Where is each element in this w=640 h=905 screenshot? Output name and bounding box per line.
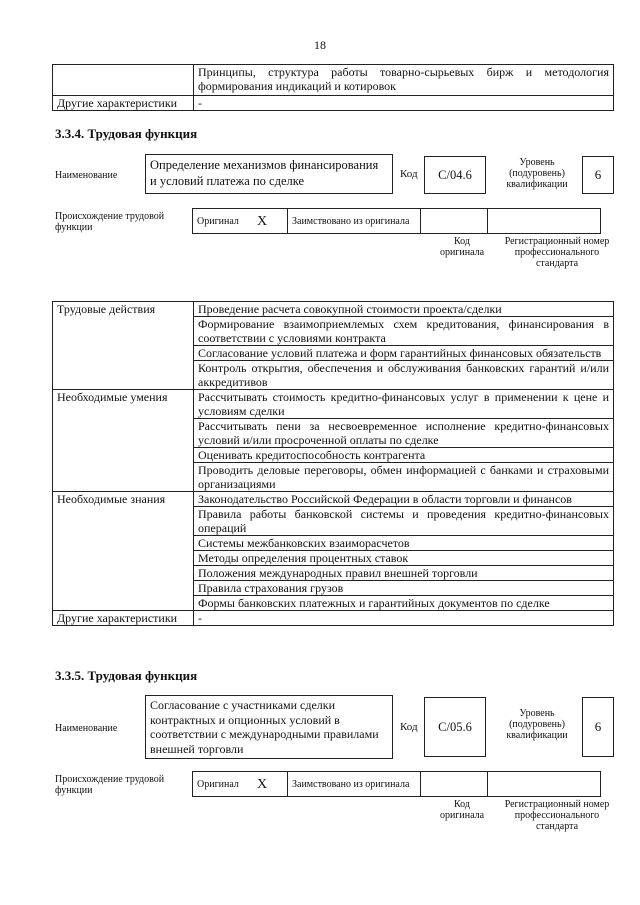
section-334-reg-number-caption: Регистрационный номер профессионального стандарта bbox=[504, 236, 610, 269]
section-335-reg-number-caption: Регистрационный номер профессионального стандарта bbox=[504, 799, 610, 832]
knowledge-label: Необходимые знания bbox=[53, 492, 194, 611]
section-334-borrowed-label: Заимствовано из оригинала bbox=[288, 209, 421, 234]
section-335-original-label: Оригинал bbox=[193, 772, 254, 797]
section-335-origin-table bbox=[192, 771, 601, 797]
table-row bbox=[53, 611, 614, 626]
section-334-code-value: C/04.6 bbox=[424, 156, 486, 194]
section-334-origin-table bbox=[192, 208, 601, 234]
section-335-code-original-cell bbox=[421, 772, 488, 797]
skills-label: Необходимые умения bbox=[53, 390, 194, 492]
skill-item: Рассчитывать стоимость кредитно-финансовых услуг в применении к цене и условиям сделки bbox=[194, 390, 614, 419]
section-335-code-value: C/05.6 bbox=[424, 697, 486, 757]
section-334-name-value: Определение механизмов финансирования и условий платежа по сделке bbox=[145, 154, 393, 194]
table-row bbox=[53, 492, 614, 507]
action-item: Контроль открытия, обеспечения и обслуживания банковских гарантий и/или аккредитивов bbox=[194, 361, 614, 390]
section-335-origin-label: Происхождение трудовой функции bbox=[55, 774, 165, 796]
section-335-code-original-caption: Код оригинала bbox=[439, 799, 485, 821]
section-334-reg-number-cell bbox=[488, 209, 601, 234]
knowledge-item: Методы определения процентных ставок bbox=[194, 551, 614, 566]
section-334-title: 3.3.4. Трудовая функция bbox=[55, 126, 198, 141]
page-number: 18 bbox=[314, 38, 326, 52]
section-334-origin-label: Происхождение трудовой функции bbox=[55, 211, 165, 233]
action-item: Проведение расчета совокупной стоимости проекта/сделки bbox=[194, 302, 614, 317]
section-335-name-value: Согласование с участниками сделки контрактных и опционных условий в соответствии с международными правилами внешней торговли bbox=[145, 695, 393, 759]
skill-item: Проводить деловые переговоры, обмен информацией с банками и страховыми организациями bbox=[194, 463, 614, 492]
section-334-code-original-cell bbox=[421, 209, 488, 234]
section-335-reg-number-cell bbox=[488, 772, 601, 797]
section-334-level-value: 6 bbox=[582, 156, 614, 194]
action-item: Формирование взаимоприемлемых схем кредитования, финансирования в соответствии с условиями контракта bbox=[194, 317, 614, 346]
section-335-borrowed-label: Заимствовано из оригинала bbox=[288, 772, 421, 797]
table-row bbox=[53, 302, 614, 317]
section-335-original-mark: X bbox=[253, 772, 288, 797]
labor-table bbox=[52, 301, 614, 626]
knowledge-item: Правила страхования грузов bbox=[194, 581, 614, 596]
section-334-level-label: Уровень (подуровень) квалификации bbox=[506, 157, 568, 190]
other-label: Другие характеристики bbox=[53, 611, 194, 626]
knowledge-item: Законодательство Российской Федерации в области торговли и финансов bbox=[194, 492, 614, 507]
knowledge-item: Правила работы банковской системы и проведения кредитно-финансовых операций bbox=[194, 507, 614, 536]
knowledge-item: Положения международных правил внешней торговли bbox=[194, 566, 614, 581]
section-335-title: 3.3.5. Трудовая функция bbox=[55, 668, 198, 683]
top-table-other-value: - bbox=[194, 96, 614, 111]
section-335-level-value: 6 bbox=[582, 697, 614, 757]
section-335-name-label: Наименование bbox=[55, 723, 118, 734]
actions-label: Трудовые действия bbox=[53, 302, 194, 390]
skill-item: Оценивать кредитоспособность контрагента bbox=[194, 448, 614, 463]
skill-item: Рассчитывать пени за несвоевременное исполнение кредитно-финансовых условий и/или просроченной оплаты по сделке bbox=[194, 419, 614, 448]
table-row bbox=[53, 390, 614, 419]
section-334-original-label: Оригинал bbox=[193, 209, 254, 234]
top-table-empty-label bbox=[53, 65, 194, 96]
action-item: Согласование условий платежа и форм гарантийных финансовых обязательств bbox=[194, 346, 614, 361]
other-value: - bbox=[194, 611, 614, 626]
section-334-code-label: Код bbox=[400, 168, 418, 180]
top-table-row1-text: Принципы, структура работы товарно-сырьевых бирж и методология формирования индикаций и котировок bbox=[194, 65, 614, 96]
top-table bbox=[52, 64, 614, 111]
section-335-level-label: Уровень (подуровень) квалификации bbox=[506, 708, 568, 741]
section-334-name-label: Наименование bbox=[55, 170, 118, 181]
section-334-code-original-caption: Код оригинала bbox=[439, 236, 485, 258]
section-334-original-mark: X bbox=[253, 209, 288, 234]
knowledge-item: Системы межбанковских взаиморасчетов bbox=[194, 536, 614, 551]
top-table-other-label: Другие характеристики bbox=[53, 96, 194, 111]
section-335-code-label: Код bbox=[400, 721, 418, 733]
knowledge-item: Формы банковских платежных и гарантийных документов по сделке bbox=[194, 596, 614, 611]
